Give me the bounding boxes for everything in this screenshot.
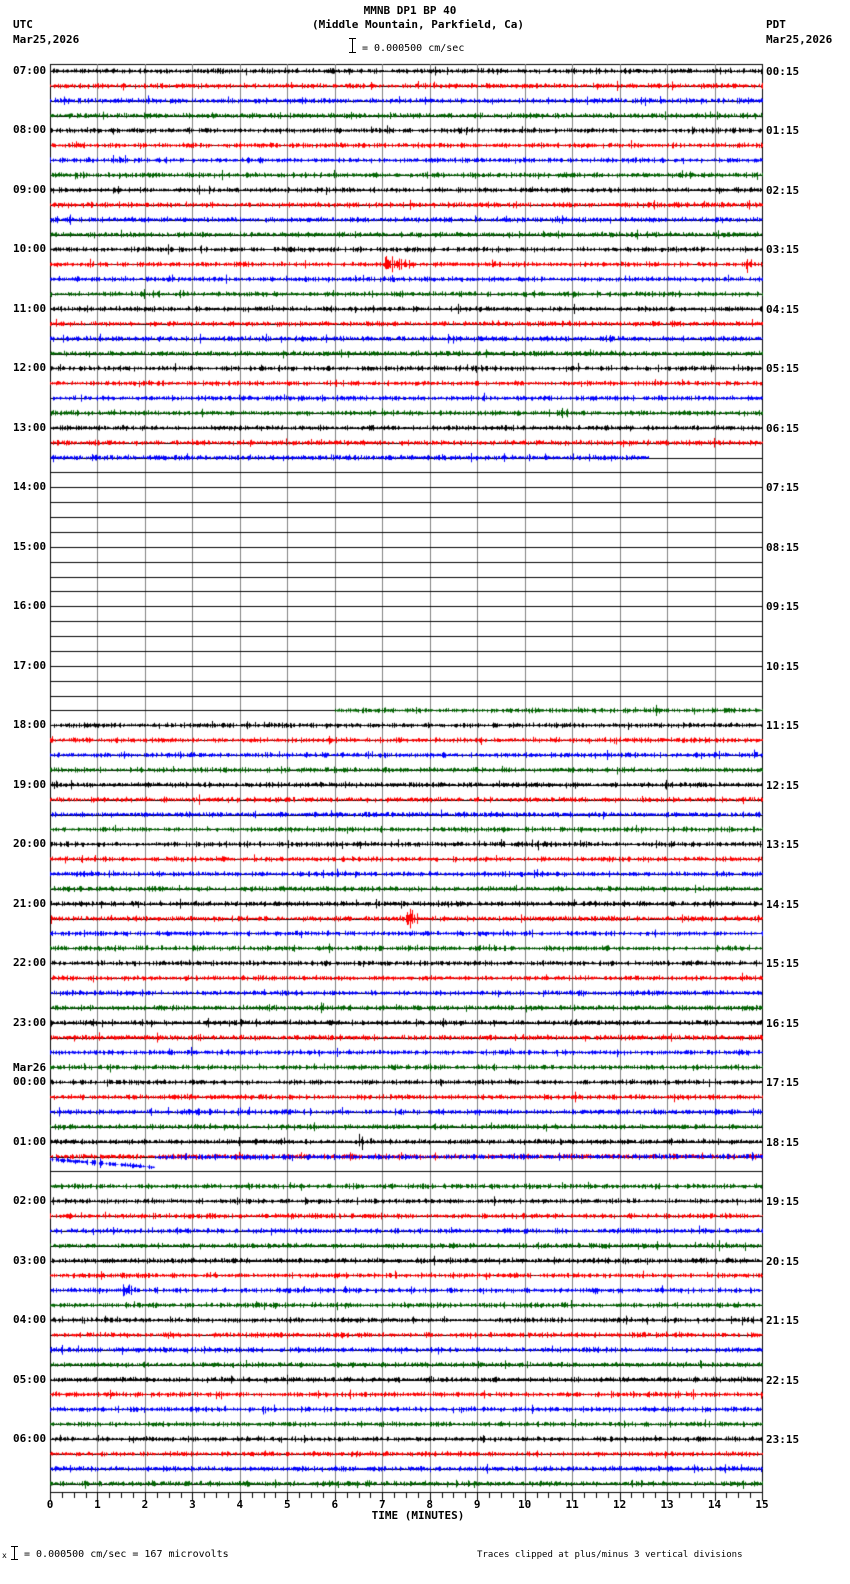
- x-tick-label: 10: [518, 1498, 532, 1511]
- utc-hour-label: 09:00: [13, 182, 47, 196]
- pdt-hour-label: 05:15: [766, 362, 800, 376]
- utc-date-label: Mar26: [13, 1061, 47, 1075]
- x-tick-label: 8: [426, 1498, 434, 1511]
- utc-hour-label: 19:00: [13, 777, 47, 791]
- utc-hour-label: 04:00: [13, 1313, 47, 1327]
- pdt-hour-label: 00:15: [766, 65, 800, 78]
- pdt-hour-label: 10:15: [766, 659, 800, 673]
- pdt-hour-label: 20:15: [766, 1254, 800, 1268]
- x-tick-label: 1: [94, 1498, 101, 1511]
- x-tick-label: 14: [707, 1498, 722, 1511]
- pdt-hour-label: 06:15: [766, 421, 800, 435]
- x-tick-label: 0: [46, 1498, 54, 1511]
- pdt-hour-label: 15:15: [766, 957, 800, 971]
- footer-scale-bar-icon: [14, 1546, 15, 1560]
- x-tick-label: 3: [189, 1498, 196, 1511]
- x-tick-label: 4: [236, 1498, 244, 1511]
- pdt-hour-label: 21:15: [766, 1314, 800, 1328]
- x-tick-label: 11: [565, 1498, 579, 1511]
- x-tick-label: 2: [141, 1498, 149, 1511]
- x-tick-label: 6: [331, 1498, 339, 1511]
- utc-hour-label: 20:00: [13, 837, 47, 851]
- pdt-hour-label: 13:15: [766, 838, 800, 852]
- pdt-hour-label: 08:15: [766, 540, 800, 554]
- x-tick-label: 12: [612, 1498, 627, 1511]
- utc-hour-label: 08:00: [13, 123, 47, 137]
- pdt-hour-label: 07:15: [766, 481, 800, 495]
- utc-hour-label: 00:00: [13, 1075, 47, 1089]
- utc-hour-label: 12:00: [13, 361, 47, 375]
- utc-hour-label: 21:00: [13, 896, 47, 910]
- x-tick-label: 7: [378, 1498, 386, 1511]
- pdt-hour-label: 01:15: [766, 124, 800, 138]
- utc-hour-label: 10:00: [13, 242, 47, 256]
- utc-hour-label: 03:00: [13, 1253, 47, 1267]
- footer-scale-text: = 0.000500 cm/sec = 167 microvolts: [24, 1549, 229, 1560]
- x-axis-label: TIME (MINUTES): [371, 1509, 465, 1522]
- utc-hour-label: 06:00: [13, 1432, 47, 1446]
- utc-hour-label: 14:00: [13, 480, 47, 494]
- pdt-hour-label: 18:15: [766, 1135, 800, 1149]
- pdt-hour-label: 16:15: [766, 1016, 800, 1030]
- utc-hour-label: 02:00: [13, 1194, 47, 1208]
- utc-hour-label: 13:00: [13, 420, 47, 434]
- pdt-hour-label: 04:15: [766, 302, 800, 316]
- utc-hour-label: 11:00: [13, 301, 47, 315]
- x-tick-label: 15: [755, 1498, 769, 1511]
- clip-note: Traces clipped at plus/minus 3 vertical divisions: [477, 1550, 743, 1560]
- pdt-hour-label: 09:15: [766, 600, 800, 614]
- pdt-hour-label: 03:15: [766, 243, 800, 257]
- pdt-hour-label: 17:15: [766, 1076, 800, 1090]
- pdt-hour-label: 14:15: [766, 897, 800, 911]
- footer-scale-prefix: x: [2, 1551, 7, 1560]
- utc-hour-label: 17:00: [13, 658, 47, 672]
- utc-hour-label: 18:00: [13, 718, 47, 732]
- utc-hour-label: 01:00: [13, 1134, 47, 1148]
- utc-hour-label: 15:00: [13, 539, 47, 553]
- pdt-hour-label: 19:15: [766, 1195, 800, 1209]
- utc-hour-label: 22:00: [13, 956, 47, 970]
- utc-hour-label: 07:00: [13, 64, 47, 77]
- pdt-hour-label: 23:15: [766, 1433, 800, 1447]
- utc-hour-label: 16:00: [13, 599, 47, 613]
- x-tick-label: 5: [284, 1498, 291, 1511]
- pdt-hour-label: 02:15: [766, 183, 800, 197]
- x-tick-label: 9: [473, 1498, 481, 1511]
- pdt-hour-label: 12:15: [766, 778, 800, 792]
- x-tick-label: 13: [660, 1498, 674, 1511]
- utc-hour-label: 05:00: [13, 1372, 47, 1386]
- pdt-hour-label: 22:15: [766, 1373, 800, 1387]
- pdt-hour-label: 11:15: [766, 719, 800, 733]
- utc-hour-label: 23:00: [13, 1015, 47, 1029]
